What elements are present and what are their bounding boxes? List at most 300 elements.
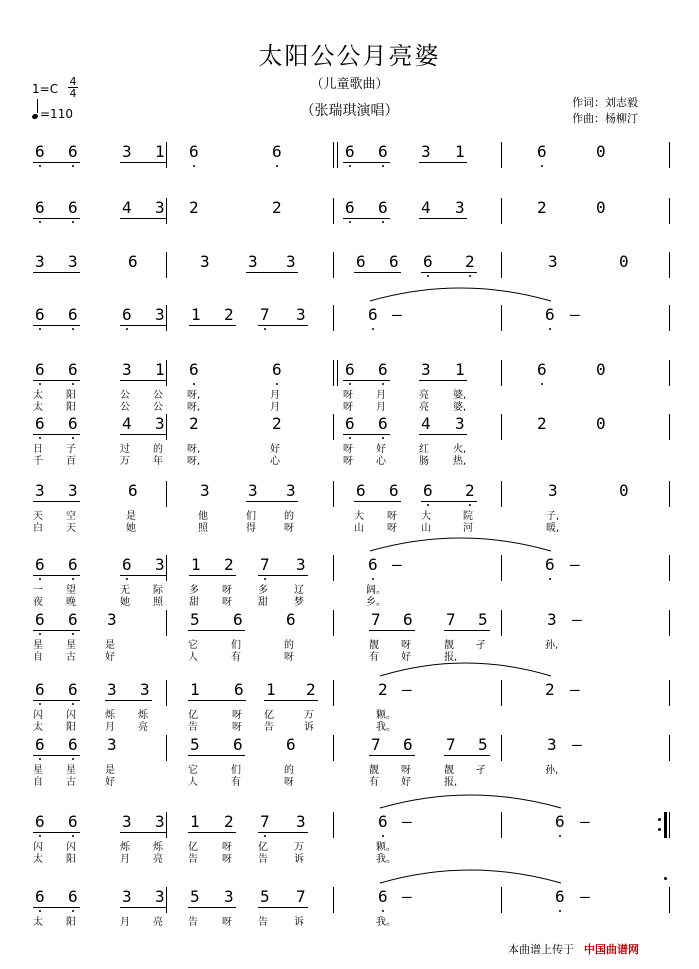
beam-underline [264,700,318,701]
note: 3 [122,887,132,906]
note: 7 [296,887,306,906]
note: – [572,610,582,629]
lyric-char: 万 [120,456,130,467]
note: 3 [35,481,45,500]
octave-dot [372,328,374,330]
lyric-char: 的 [284,640,294,651]
note: 3 [107,680,117,699]
composer-name: 杨柳汀 [605,112,638,125]
lyric-char: 呀 [387,511,397,522]
lyric-char: 万 [294,842,304,853]
note: 5 [478,735,488,754]
lyric-char: 亮 [419,390,429,401]
lyric-char: 月 [376,402,386,413]
note: 6 [378,887,388,906]
bar-line [166,680,167,706]
beam-underline [33,832,80,833]
octave-dot [427,275,429,277]
note: 6 [378,360,388,379]
note: – [402,887,412,906]
beam-underline [33,501,80,502]
note: 6 [35,142,45,161]
bar-line [669,555,670,581]
bar-line [669,610,670,636]
beam-underline [258,575,308,576]
note: 6 [128,481,138,500]
lyric-char: 公 [153,402,163,413]
note: 6 [403,735,413,754]
beam-underline [188,832,236,833]
octave-dot [39,703,41,705]
octave-dot [39,383,41,385]
lyric-char: 呀 [343,402,353,413]
octave-dot [39,578,41,580]
lyric-char: 颗。 [376,710,396,721]
note: 0 [619,481,629,500]
bar-line [501,812,502,838]
bar-line [501,252,502,278]
lyric-char: 诉 [304,722,314,733]
note: 0 [596,360,606,379]
note: 3 [224,887,234,906]
lyric-char: 月 [105,722,115,733]
note: 5 [260,887,270,906]
bar-line [501,305,502,331]
tempo-value: =110 [40,107,73,121]
note: 4 [122,198,132,217]
bar-line [333,481,334,507]
note: 3 [296,305,306,324]
lyric-char: 告 [188,917,198,928]
lyric-char: 星 [66,765,76,776]
lyric-char: 呀 [343,390,353,401]
lyric-char: 星 [33,640,43,651]
bar-line [333,887,334,913]
note: 3 [548,252,558,271]
lyric-char: 呀 [343,444,353,455]
note: – [580,887,590,906]
lyric-char: 望 [66,585,76,596]
note: 3 [140,680,150,699]
lyric-char: 诉 [294,854,304,865]
lyric-char: 告 [258,854,268,865]
note: 6 [35,198,45,217]
lyric-char: 自 [33,652,43,663]
lyric-char: 辽 [294,585,304,596]
note: 3 [455,414,465,433]
note: 6 [35,305,45,324]
lyric-char: 颗。 [376,842,396,853]
note: 3 [248,481,258,500]
note: 6 [35,812,45,831]
note: 6 [35,555,45,574]
lyric-char: 太 [33,390,43,401]
lyric-char: 亮 [153,917,163,928]
lyric-char: 人 [188,777,198,788]
note: 6 [35,735,45,754]
bar-line [333,305,334,331]
repeat-dot [664,877,667,880]
lyric-char: 诉 [294,917,304,928]
lyric-char: 有 [369,652,379,663]
octave-dot [349,221,351,223]
lyric-char: 公 [120,402,130,413]
note: 2 [189,414,199,433]
lyric-char: 星 [66,640,76,651]
note: 2 [224,555,234,574]
lyric-char: 太 [33,854,43,865]
octave-dot [72,835,74,837]
note: 6 [122,555,132,574]
lyric-char: 际 [153,585,163,596]
octave-dot [264,835,266,837]
beam-underline [120,325,167,326]
note: 3 [122,812,132,831]
lyric-char: 照 [153,597,163,608]
lyric-char: 热, [453,456,467,467]
lyric-char: 告 [188,854,198,865]
lyric-char: 天 [33,511,43,522]
lyric-char: 亿 [188,842,198,853]
lyric-char: 日 [33,444,43,455]
note: 2 [378,680,388,699]
octave-dot [39,910,41,912]
lyric-char: 亮 [138,722,148,733]
beam-underline [246,501,298,502]
note: 7 [446,735,456,754]
octave-dot [349,165,351,167]
lyric-char: 好 [105,652,115,663]
lyric-char: 多 [258,585,268,596]
lyric-char: 甜 [258,597,268,608]
lyric-char: 太 [33,402,43,413]
octave-dot [382,835,384,837]
beam-underline [444,755,490,756]
beam-underline [189,325,236,326]
bar-line [333,252,334,278]
note: 3 [155,198,165,217]
lyric-char: 是 [105,640,115,651]
lyricist-credit [572,94,638,110]
lyric-char: 呀, [187,390,201,401]
bar-line [337,142,338,168]
note: 6 [345,360,355,379]
note: 1 [191,305,201,324]
bar-line [669,680,670,706]
note: 7 [371,610,381,629]
beam-underline [33,325,80,326]
bar-line [166,142,167,168]
note: – [570,305,580,324]
note: 6 [68,198,78,217]
lyric-char: 月 [376,390,386,401]
octave-dot [549,578,551,580]
note: 6 [233,610,243,629]
slur-arc [370,533,570,553]
bar-line [333,812,334,838]
site-brand: 中国曲谱网 [584,943,639,956]
lyric-char: 孑 [476,765,486,776]
lyric-char: 月 [270,390,280,401]
lyric-char: 自 [33,777,43,788]
bar-line [333,610,334,636]
note: 3 [421,360,431,379]
octave-dot [469,275,471,277]
note: 6 [189,142,199,161]
note: 0 [596,414,606,433]
note: 3 [200,252,210,271]
lyric-char: 呀 [284,652,294,663]
lyric-char: 百 [66,456,76,467]
lyric-char: 们 [246,511,256,522]
lyric-char: 院 [463,511,473,522]
bar-line [166,555,167,581]
note: 6 [378,812,388,831]
lyric-char: 们 [231,640,241,651]
lyric-char: 无 [120,585,130,596]
octave-dot [72,578,74,580]
footer [508,941,639,957]
note: 6 [286,610,296,629]
beam-underline [258,907,308,908]
lyric-char: 甜 [189,597,199,608]
lyric-char: 报, [444,652,458,663]
bar-line [501,887,502,913]
beam-underline [343,162,390,163]
lyric-char: 心 [270,456,280,467]
note: 3 [421,142,431,161]
note: 6 [345,414,355,433]
bar-line [333,414,334,440]
beam-underline [188,700,246,701]
lyric-char: 得 [246,523,256,534]
lyric-char: 告 [264,722,274,733]
note: 6 [368,555,378,574]
note: 0 [596,198,606,217]
note: 6 [389,252,399,271]
note: 6 [356,252,366,271]
beam-underline [120,218,167,219]
note: – [402,812,412,831]
note: 6 [272,142,282,161]
lyric-char: 呀, [187,456,201,467]
bar-line [669,252,670,278]
lyric-char: 亿 [188,710,198,721]
beam-underline [189,575,236,576]
bar-line [166,610,167,636]
note: 3 [200,481,210,500]
note: 6 [537,360,547,379]
beam-underline [120,832,167,833]
octave-dot [382,383,384,385]
slur-arc [370,283,570,303]
lyric-char: 好 [105,777,115,788]
genre-label: （儿童歌曲） [310,77,389,92]
bar-line [501,555,502,581]
lyric-char: 有 [369,777,379,788]
note: 1 [190,680,200,699]
note: 2 [189,198,199,217]
bar-line [166,305,167,331]
lyric-char: 千 [33,456,43,467]
bar-line [669,887,670,913]
note: 6 [423,481,433,500]
note: 6 [234,680,244,699]
lyric-char: 肠 [419,456,429,467]
beam-underline [354,272,401,273]
bar-line [337,360,338,386]
bar-line [501,680,502,706]
note: 2 [224,305,234,324]
lyric-char: 烁 [153,842,163,853]
note: 3 [122,360,132,379]
note: 1 [455,360,465,379]
note: 1 [190,812,200,831]
slur-arc [380,790,580,810]
lyric-char: 亿 [264,710,274,721]
note: 6 [389,481,399,500]
octave-dot [549,328,551,330]
note: 6 [378,142,388,161]
lyric-char: 它 [188,640,198,651]
note: 1 [266,680,276,699]
octave-dot [193,383,195,385]
note: 7 [371,735,381,754]
lyric-char: 闪 [66,710,76,721]
beam-underline [33,700,80,701]
note: 5 [478,610,488,629]
upload-text: 本曲谱上传于 [508,943,574,956]
beam-underline [33,434,80,435]
beam-underline [33,162,80,163]
lyric-char: 夜 [33,597,43,608]
beam-underline [120,162,167,163]
bar-line [166,812,167,838]
note: 7 [260,812,270,831]
lyric-char: 古 [66,777,76,788]
beam-underline [105,700,152,701]
octave-dot [349,383,351,385]
beam-underline [246,272,298,273]
beam-underline [120,434,167,435]
bar-line [501,360,502,386]
composer-credit [572,110,638,126]
lyric-char: 呀 [222,597,232,608]
beam-underline [419,380,467,381]
lyric-char: 好 [401,652,411,663]
lyric-char: 呀 [343,456,353,467]
lyric-char: 心 [376,456,386,467]
note: – [580,812,590,831]
lyric-char: 暖, [546,523,560,534]
octave-dot [349,437,351,439]
octave-dot [276,165,278,167]
note: 4 [421,414,431,433]
lyric-char: 月 [120,854,130,865]
note: 6 [68,887,78,906]
note: 6 [403,610,413,629]
note: 2 [537,198,547,217]
note: 3 [155,887,165,906]
note: 2 [465,252,475,271]
octave-dot [72,910,74,912]
lyric-char: 我。 [376,854,396,865]
note: – [570,555,580,574]
note: 6 [345,142,355,161]
octave-dot [39,328,41,330]
octave-dot [541,383,543,385]
lyric-char: 亮 [153,854,163,865]
note: 6 [68,610,78,629]
octave-dot [126,328,128,330]
lyric-char: 的 [153,444,163,455]
note: 3 [122,142,132,161]
lyric-char: 它 [188,765,198,776]
beam-underline [33,380,80,381]
note: 1 [191,555,201,574]
note: 6 [272,360,282,379]
slur-arc [380,865,580,885]
bar-line [166,481,167,507]
note: 2 [537,414,547,433]
lyric-char: 红 [419,444,429,455]
song-title: 太阳公公月亮婆 [258,42,441,70]
bar-line [501,610,502,636]
lyric-char: 有 [231,777,241,788]
note: 6 [68,414,78,433]
lyric-char: 呀 [222,854,232,865]
lyric-char: 多 [189,585,199,596]
lyric-char: 呀 [284,777,294,788]
lyric-char: 子, [546,511,560,522]
lyric-char: 河 [463,523,473,534]
octave-dot [559,910,561,912]
lyric-char: 呀 [401,640,411,651]
note: 6 [35,414,45,433]
note: 6 [545,305,555,324]
beam-underline [369,755,415,756]
note: 2 [224,812,234,831]
bar-line [166,735,167,761]
bar-line [166,414,167,440]
note: 6 [68,555,78,574]
note: 2 [545,680,555,699]
lyric-char: 婆, [453,390,467,401]
lyric-char: 公 [120,390,130,401]
note: 6 [68,360,78,379]
beam-underline [444,630,490,631]
lyric-char: 晚 [66,597,76,608]
lyric-char: 有 [231,652,241,663]
lyric-char: 呀, [187,402,201,413]
lyric-char: 照 [198,523,208,534]
lyric-char: 阳 [66,722,76,733]
repeat-dot [658,818,661,821]
beam-underline [419,218,467,219]
note: 4 [122,414,132,433]
lyric-char: 山 [354,523,364,534]
beam-underline [33,907,80,908]
note: 6 [378,414,388,433]
beam-underline [33,630,80,631]
octave-dot [39,437,41,439]
note: 0 [619,252,629,271]
bar-line [333,360,334,386]
lyric-char: 是 [105,765,115,776]
lyric-char: 乡。 [366,597,386,608]
lyric-char: 她 [120,597,130,608]
key-signature: 1=C [32,82,59,96]
